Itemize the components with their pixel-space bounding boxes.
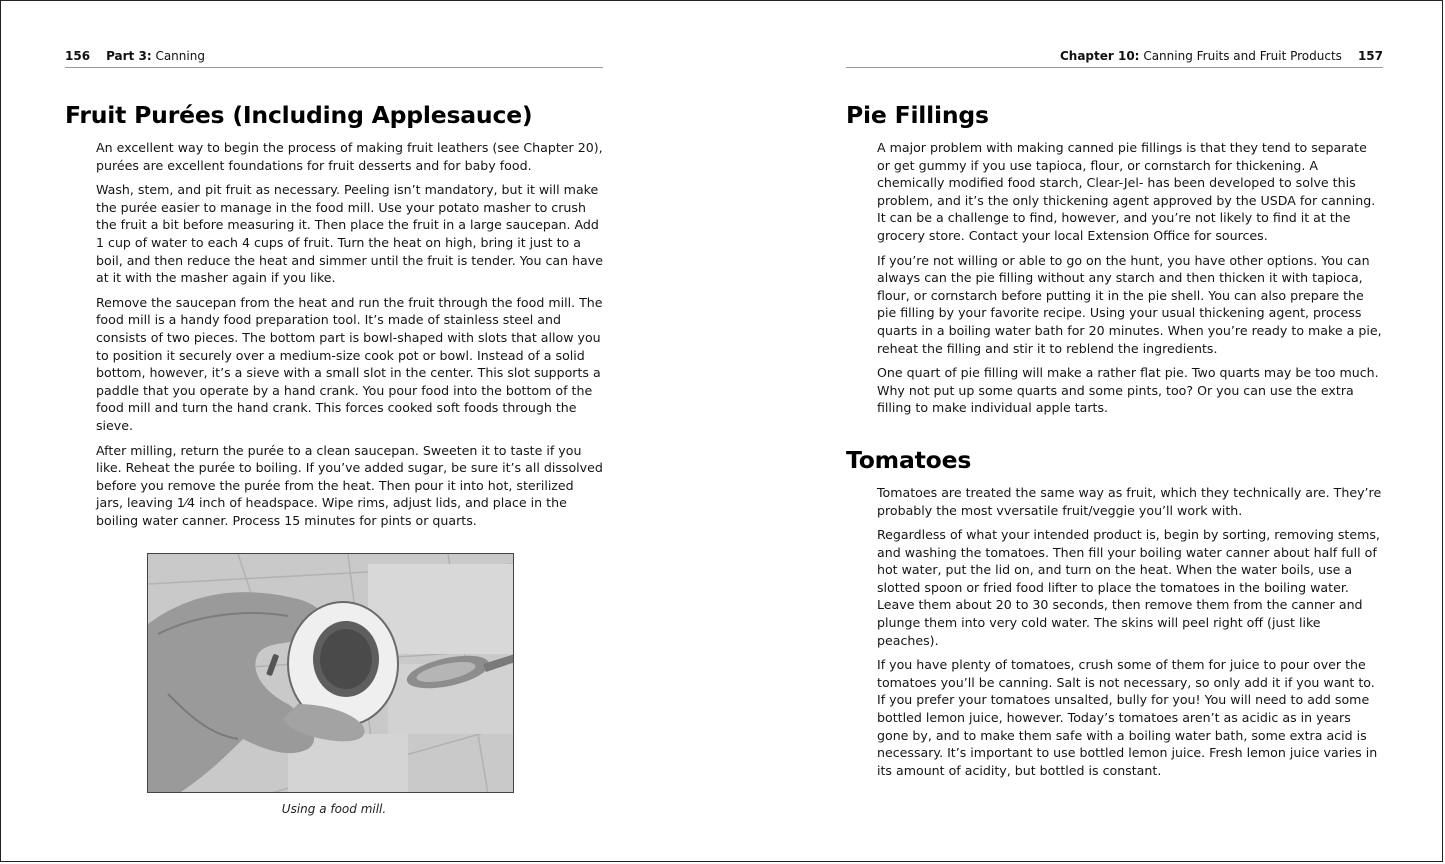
paragraph: If you’re not willing or able to go on the hunt, you have other options. You can always can the pie filling without any starch and then thicken it with tapioca, flour, or cornstarch before putting it in the pie shell. You can also prepare the pie filling by your favorite recipe. Using your usual thickening agent, process quarts in a boiling water bath for 20 minutes. When you’re ready to make a pie, reheat the filling and stir it to reblend the ingredients. (877, 252, 1382, 356)
section-heading: Pie Fillings (846, 101, 989, 129)
food-mill-photo (147, 553, 514, 793)
left-page-content (65, 99, 603, 816)
right-page-content (846, 99, 1383, 786)
paragraph: A major problem with making canned pie fillings is that they tend to separate or get gummy if you use tapioca, flour, or cornstarch for thickening. A chemically modified food starch, Clear-Jel- has been developed to solve this problem, and it’s the only thickening agent approved by the USDA for canning. It can be a challenge to find, however, and you’re not likely to find it at the grocery store. Contact your local Extension Office for sources. (877, 140, 1376, 243)
paragraph: One quart of pie filling will make a rather flat pie. Two quarts may be too much. Why not put up some quarts and some pints, too? Or you can use the extra filling to make individual apple tarts. (877, 365, 1379, 416)
section-heading: Fruit Purées (Including Applesauce) (65, 101, 533, 129)
paragraph: An excellent way to begin the process of making fruit leathers (see Chapter 20), purées are excellent foundations for fruit desserts and for baby food. (96, 140, 603, 173)
section-heading: Tomatoes (846, 445, 972, 474)
paragraph: If you have plenty of tomatoes, crush some of them for juice to pour over the tomatoes you’ll be canning. Salt is not necessary, so only add it if you want to. If you prefer your tomatoes unsalted, bully for you! You will need to add some bottled lemon juice, however. Today’s tomatoes aren’t as acidic as in years gone by, and to make them safe with a boiling water bath, some extra acid is necessary. It’s important to use bottled lemon juice. Fresh lemon juice varies in its amount of acidity, but bottled is constant. (877, 657, 1378, 778)
paragraph: Regardless of what your intended product is, begin by sorting, removing stems, and washing the tomatoes. Then fill your boiling water canner about half full of hot water, put the lid on, and turn on the heat. When the water boils, use a slotted spoon or fried food lifter to place the tomatoes in the boiling water. Leave them about 20 to 30 seconds, then remove them from the canner and plunge them into very cold water. The skins will peel right off (just like peaches). (877, 527, 1380, 648)
part-title: Canning (155, 49, 205, 63)
running-head-left (65, 47, 603, 68)
paragraph: Tomatoes are treated the same way as fruit, which they technically are. They’re probably the most vversatile fruit/veggie you’ll work with. (877, 484, 1382, 518)
paragraph: Remove the saucepan from the heat and run the fruit through the food mill. The food mill is a handy food preparation tool. It’s made of stainless steel and consists of two pieces. The bottom part is bowl-shaped with slots that allow you to position it securely over a medium-size cook pot or bowl. Instead of a solid bottom, however, it’s a sieve with a small slot in the center. This slot supports a paddle that you operate by a hand crank. You pour food into the bottom of the food mill and turn the hand crank. This forces cooked soft foods through the sieve. (96, 294, 603, 433)
photo-illustration (148, 554, 514, 793)
chapter-title: Canning Fruits and Fruit Products (1143, 49, 1342, 63)
page-number: 156 (65, 49, 91, 63)
figure-caption: Using a food mill. (281, 802, 387, 817)
running-head-right (846, 47, 1383, 68)
part-label: Part 3: (106, 49, 152, 63)
chapter-label: Chapter 10: (1059, 49, 1140, 63)
page-number: 157 (1357, 49, 1383, 63)
paragraph: Wash, stem, and pit fruit as necessary. Peeling isn’t mandatory, but it will make the purée easier to manage in the food mill. Use your potato masher to crush the fruit a bit before measuring it. Then place the fruit in a large saucepan. Add 1 cup of water to each 4 cups of fruit. Turn the heat on high, bring it just to a boil, and then reduce the heat and simmer until the fruit is tender. You can have at it with the masher again if you like. (96, 182, 603, 286)
paragraph: After milling, return the purée to a clean saucepan. Sweeten it to taste if you like. Reheat the purée to boiling. If you’ve added sugar, be sure it’s all dissolved before you remove the purée from the heat. Then pour it into hot, sterilized jars, leaving 1⁄4 inch of headspace. Wipe rims, adjust lids, and place in the boiling water canner. Process 15 minutes for pints or quarts. (96, 442, 603, 528)
